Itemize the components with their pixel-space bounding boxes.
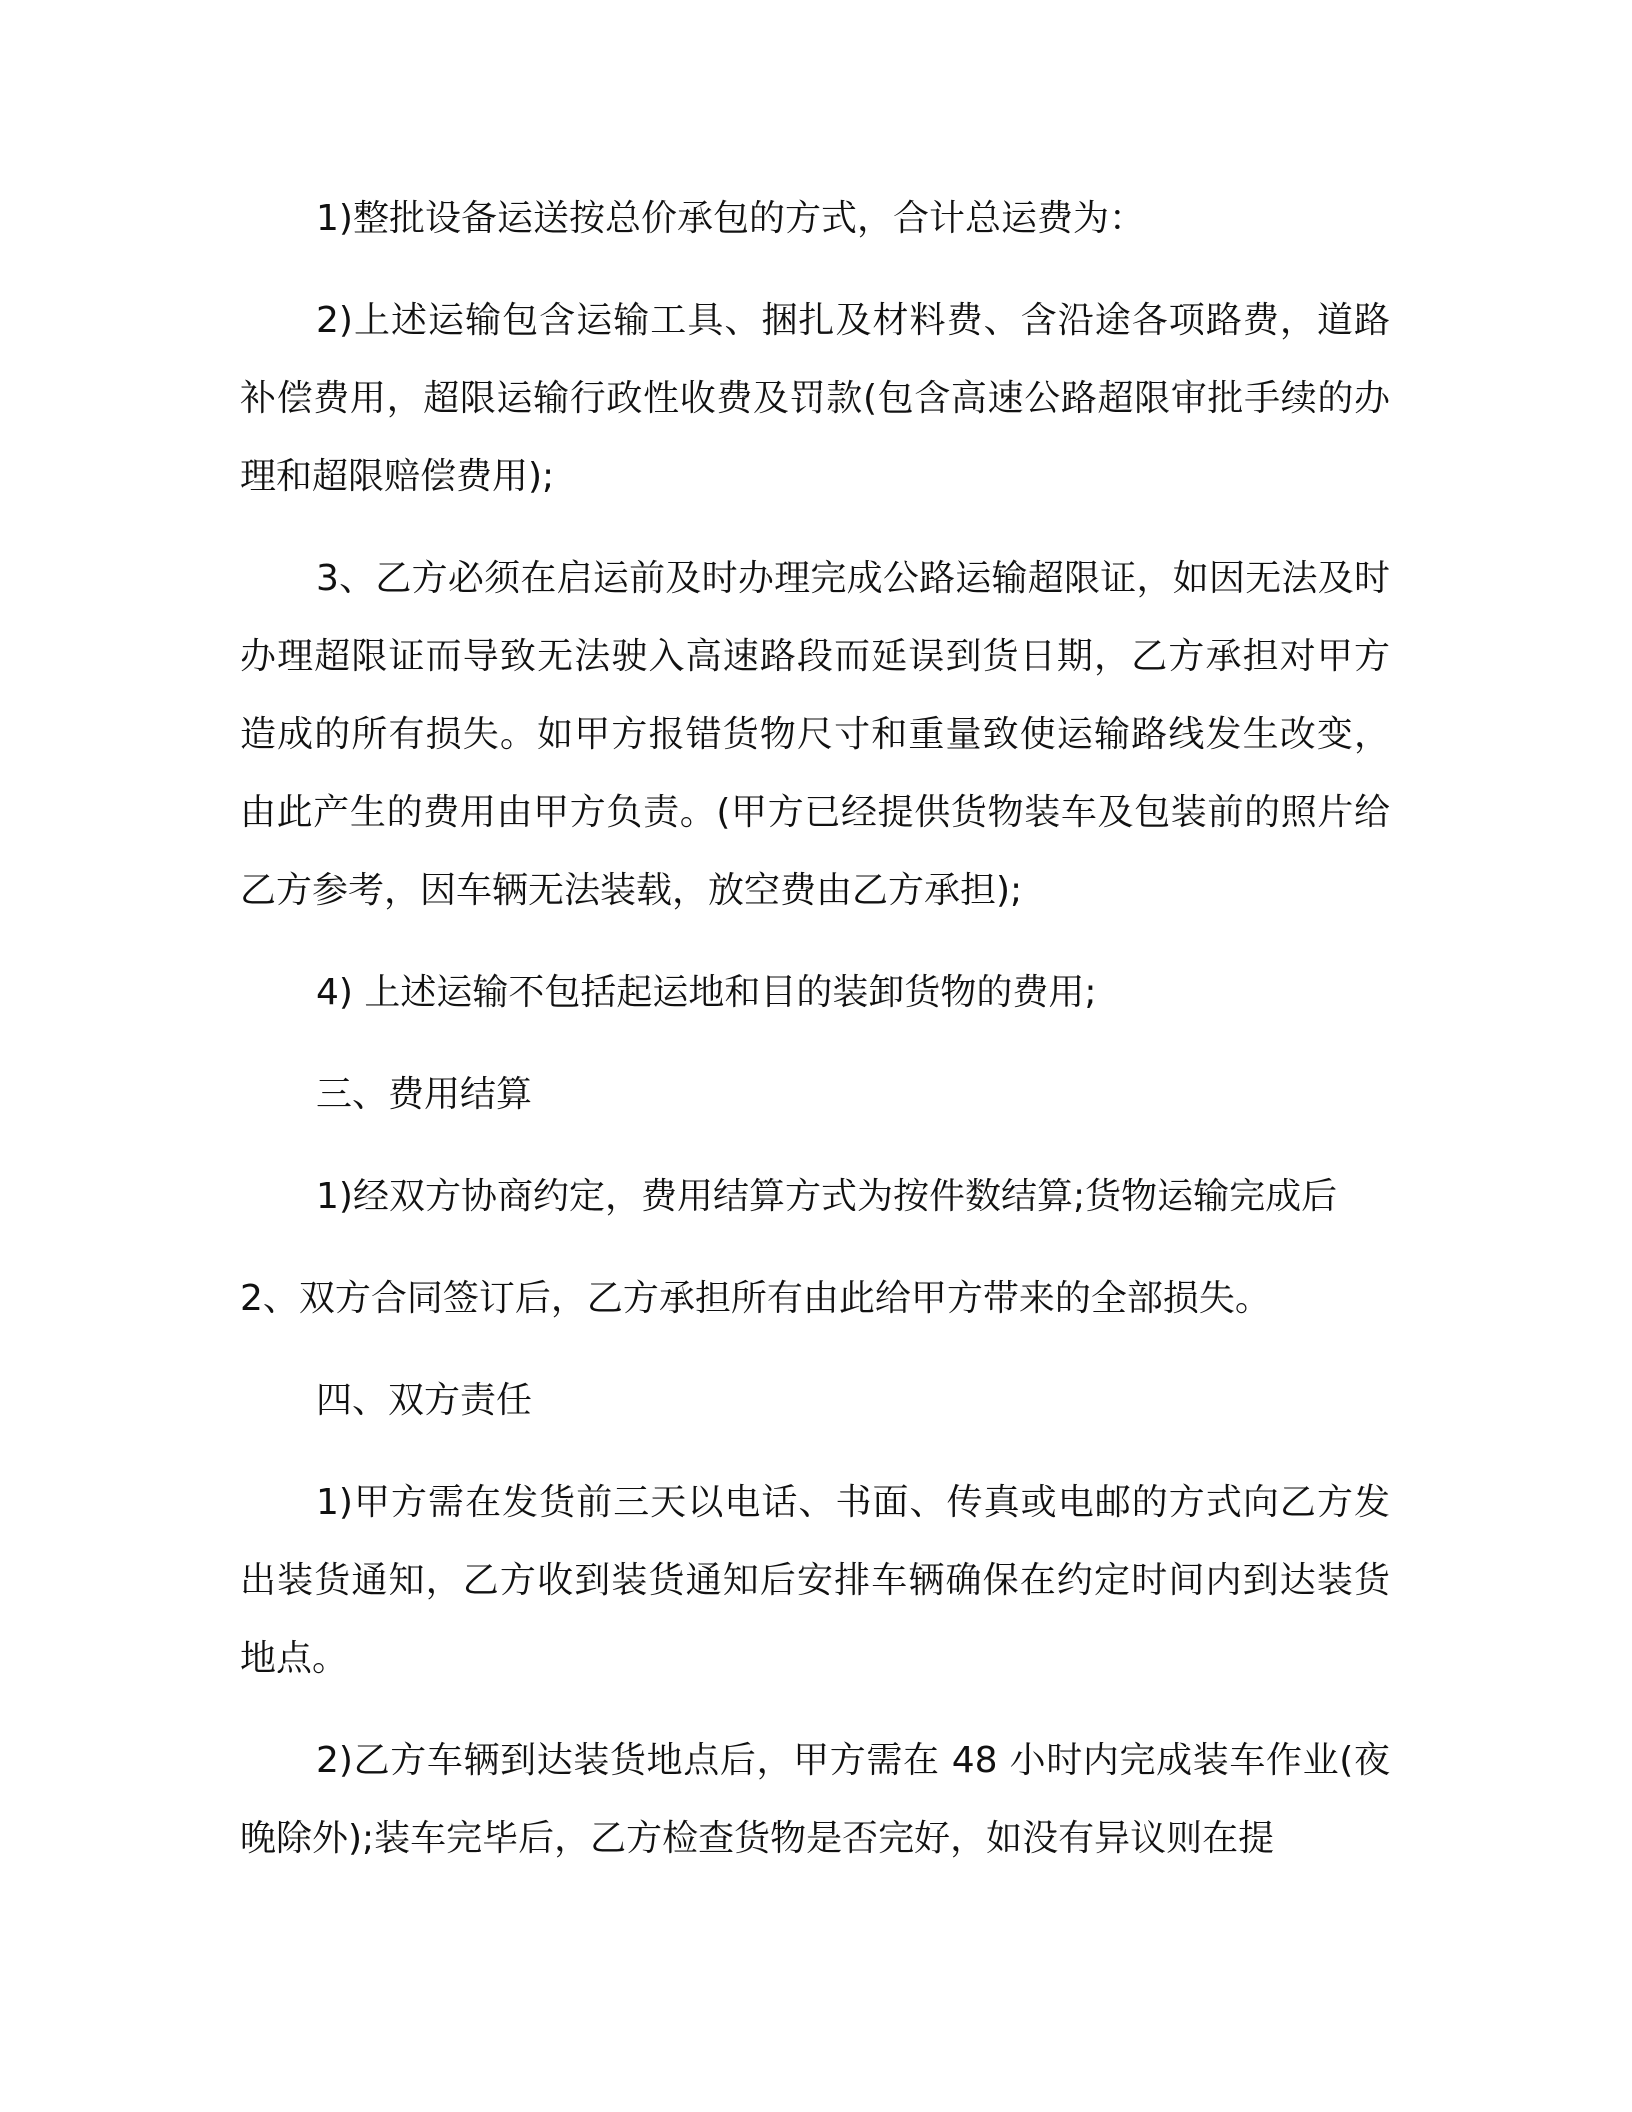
paragraph-excluded-costs: 4) 上述运输不包括起运地和目的装卸货物的费用; xyxy=(316,972,1097,1013)
paragraph-permit-liability: 3、乙方必须在启运前及时办理完成公路运输超限证，如因无法及时办理超限证而导致无法驶入高速路段而延误到货日期，乙方承担对甲方造成的所有损失。如甲方报错货物尺寸和重量致使运输路线发生改变，由此产生的费用由甲方负责。(甲方已经提供货物装车及包装前的照片给乙方参考，因车辆无法装载，放空费由乙方承担); xyxy=(240,558,1390,911)
paragraph-settlement-method: 1)经双方协商约定，费用结算方式为按件数结算;货物运输完成后 xyxy=(316,1176,1338,1217)
paragraph-freight-total: 1)整批设备运送按总价承包的方式，合计总运费为： xyxy=(316,198,1145,239)
paragraph-contract-loss: 2、双方合同签订后，乙方承担所有由此给甲方带来的全部损失。 xyxy=(240,1278,1271,1319)
paragraph-loading-time: 2)乙方车辆到达装货地点后，甲方需在 48 小时内完成装车作业(夜晚除外);装车完毕后，乙方检查货物是否完好，如没有异议则在提 xyxy=(240,1740,1390,1859)
section-heading-settlement: 三、费用结算 xyxy=(316,1074,533,1115)
section-heading-responsibilities: 四、双方责任 xyxy=(316,1380,533,1421)
paragraph-shipping-notice: 1)甲方需在发货前三天以电话、书面、传真或电邮的方式向乙方发出装货通知，乙方收到装货通知后安排车辆确保在约定时间内到达装货地点。 xyxy=(240,1482,1390,1679)
paragraph-transport-costs: 2)上述运输包含运输工具、捆扎及材料费、含沿途各项路费，道路补偿费用，超限运输行政性收费及罚款(包含高速公路超限审批手续的办理和超限赔偿费用); xyxy=(240,300,1390,497)
document-body xyxy=(240,180,1390,1902)
